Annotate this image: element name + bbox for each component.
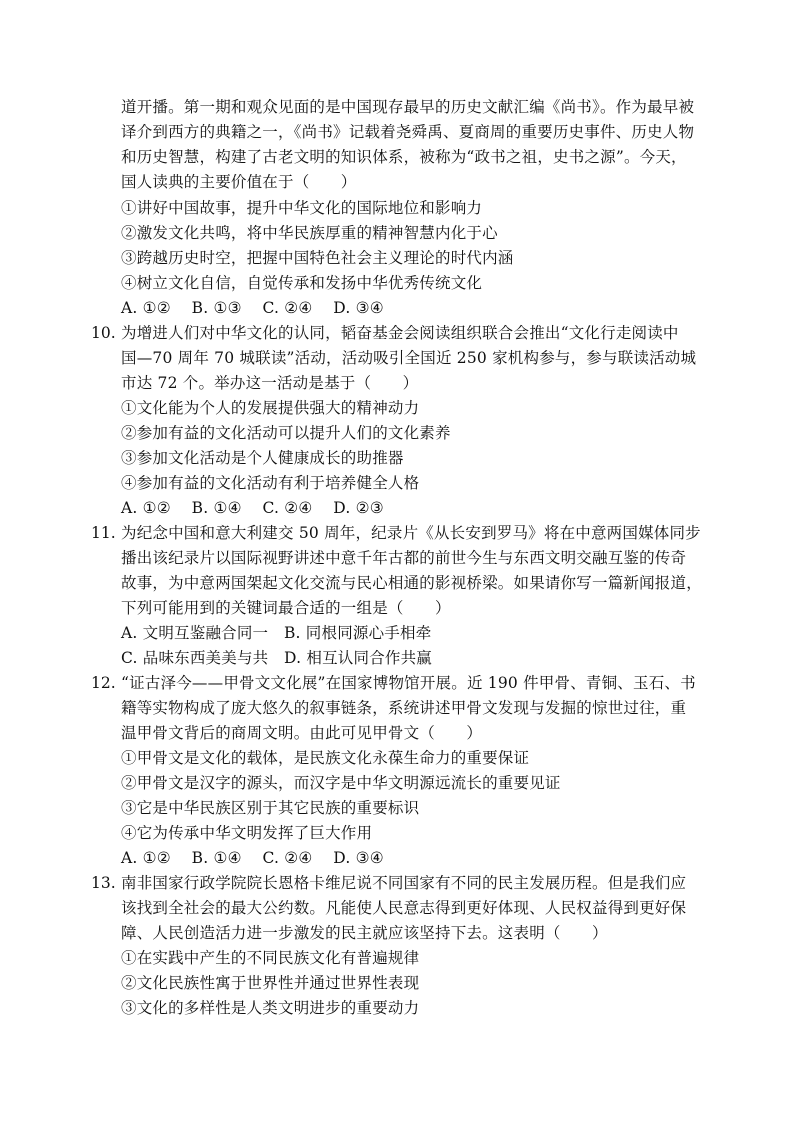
q13-stem-line: 障、人民创造活力进一步激发的民主就应该坚持下去。这表明（ ） xyxy=(121,924,608,942)
q11-stem-line: 播出该纪录片以国际视野讲述中意千年古都的前世今生与东西文明交融互鉴的传奇 xyxy=(121,549,687,567)
q12-option: ③它是中华民族区别于其它民族的重要标识 xyxy=(121,799,420,817)
q13-option: ②文化民族性寓于世界性并通过世界性表现 xyxy=(121,974,420,992)
q10-number: 10. xyxy=(91,324,116,342)
q11-number: 11. xyxy=(91,524,116,542)
q12-stem-line: “证古泽今——甲骨文文化展”在国家博物馆开展。近 190 件甲骨、青铜、玉石、书 xyxy=(121,674,696,692)
q12-number: 12. xyxy=(91,674,116,692)
q9-choices: A. ①② B. ①③ C. ②④ D. ③④ xyxy=(121,299,384,317)
q13-option: ①在实践中产生的不同民族文化有普遍规律 xyxy=(121,949,420,967)
q10-option: ①文化能为个人的发展提供强大的精神动力 xyxy=(121,399,420,417)
q9-stem-line: 道开播。第一期和观众见面的是中国现存最早的历史文献汇编《尚书》。作为最早被 xyxy=(121,98,695,116)
q13-stem-line: 该找到全社会的最大公约数。凡能使人民意志得到更好体现、人民权益得到更好保 xyxy=(121,899,687,917)
q10-option: ③参加文化活动是个人健康成长的助推器 xyxy=(121,449,404,467)
q9-stem-line: 和历史智慧，构建了古老文明的知识体系，被称为“政书之祖，史书之源”。今天， xyxy=(121,148,687,166)
q12-stem-line: 籍等实物构成了庞大悠久的叙事链条，系统讲述甲骨文发现与发掘的惊世过往，重 xyxy=(121,699,687,717)
q11-stem-line: 为纪念中国和意大利建交 50 周年，纪录片《从长安到罗马》将在中意两国媒体同步 xyxy=(121,524,701,542)
q13-number: 13. xyxy=(91,874,116,892)
q11-stem-line: 下列可能用到的关键词最合适的一组是（ ） xyxy=(121,599,451,617)
q9-stem-line: 国人读典的主要价值在于（ ） xyxy=(121,173,357,191)
q10-stem-line: 国—70 周年 70 城联读”活动，活动吸引全国近 250 家机构参与，参与联读活动城 xyxy=(121,349,697,367)
q10-choices: A. ①② B. ①④ C. ②④ D. ②③ xyxy=(121,499,384,517)
q9-option: ③跨越历史时空，把握中国特色社会主义理论的时代内涵 xyxy=(121,249,514,267)
q9-option: ②激发文化共鸣，将中华民族厚重的精神智慧内化于心 xyxy=(121,224,498,242)
q9-stem-line: 译介到西方的典籍之一，《尚书》记载着尧舜禹、夏商周的重要历史事件、历史人物 xyxy=(121,123,695,141)
q12-stem-line: 温甲骨文背后的商周文明。由此可见甲骨文（ ） xyxy=(121,724,483,742)
q11-choices: A. 文明互鉴融合同一 B. 同根同源心手相牵 xyxy=(121,624,432,642)
q11-choices: C. 品味东西美美与共 D. 相互认同合作共赢 xyxy=(121,649,432,667)
q12-option: ①甲骨文是文化的载体，是民族文化永葆生命力的重要保证 xyxy=(121,749,530,767)
q9-option: ④树立文化自信，自觉传承和发扬中华优秀传统文化 xyxy=(121,274,483,292)
q11-stem-line: 故事，为中意两国架起文化交流与民心相通的影视桥梁。如果请你写一篇新闻报道， xyxy=(121,574,702,592)
q12-option: ④它为传承中华文明发挥了巨大作用 xyxy=(121,824,373,842)
q12-choices: A. ①② B. ①④ C. ②④ D. ③④ xyxy=(121,849,384,867)
q13-stem-line: 南非国家行政学院院长恩格卡维尼说不同国家有不同的民主发展历程。但是我们应 xyxy=(121,874,687,892)
q9-option: ①讲好中国故事，提升中华文化的国际地位和影响力 xyxy=(121,199,483,217)
q13-option: ③文化的多样性是人类文明进步的重要动力 xyxy=(121,999,420,1017)
q10-stem-line: 市达 72 个。举办这一活动是基于（ ） xyxy=(121,374,419,392)
q12-option: ②甲骨文是汉字的源头，而汉字是中华文明源远流长的重要见证 xyxy=(121,774,561,792)
q10-option: ④参加有益的文化活动有利于培养健全人格 xyxy=(121,474,420,492)
q10-stem-line: 为增进人们对中华文化的认同，韬奋基金会阅读组织联合会推出“文化行走阅读中 xyxy=(121,324,679,342)
q10-option: ②参加有益的文化活动可以提升人们的文化素养 xyxy=(121,424,451,442)
